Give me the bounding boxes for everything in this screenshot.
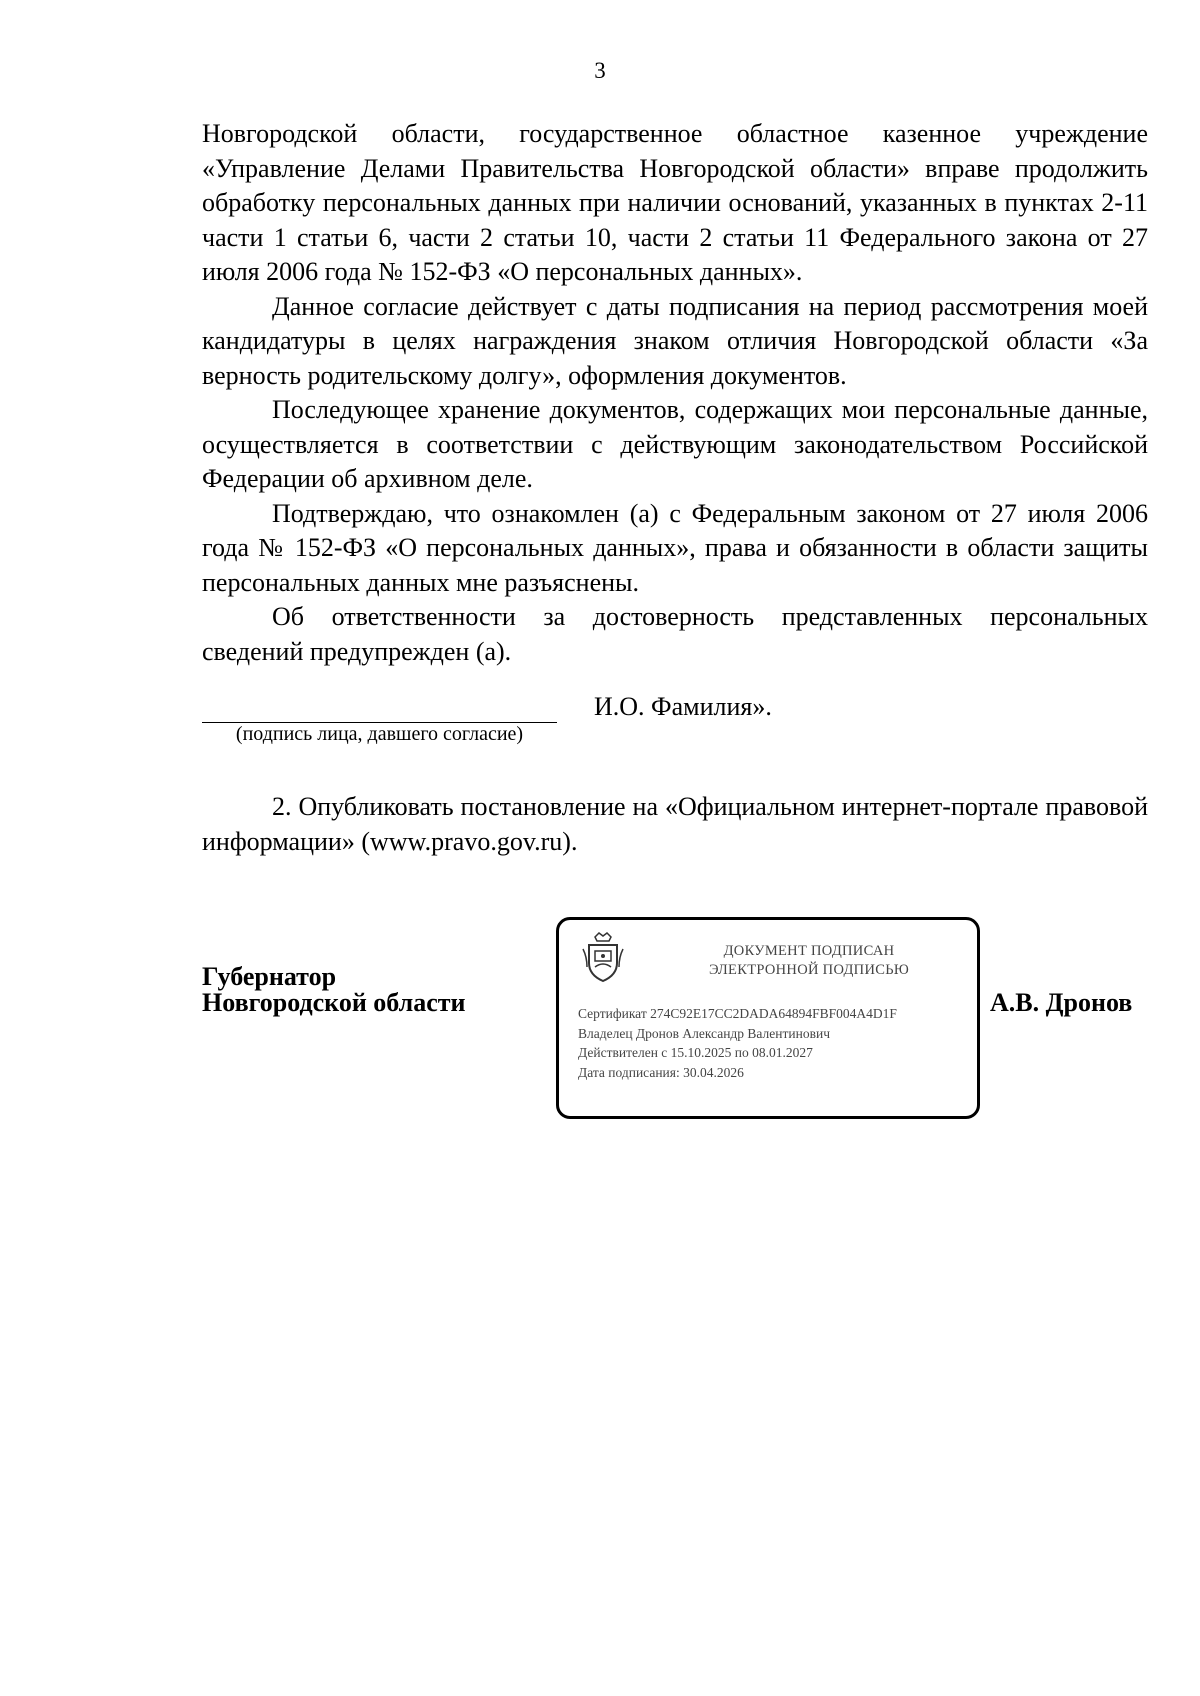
paragraph-responsibility: Об ответственности за достоверность представленных персональных сведений предупрежден (а). xyxy=(202,602,1148,666)
paragraph-storage: Последующее хранение документов, содержащих мои персональные данные, осуществляется в соответствии с действующим законодательством Российской Федерации об архивном деле. xyxy=(202,395,1148,493)
stamp-sign-date: Дата подписания: 30.04.2026 xyxy=(578,1064,744,1080)
governor-title-line2: Новгородской области xyxy=(202,988,466,1017)
stamp-owner: Владелец Дронов Александр Валентинович xyxy=(578,1025,830,1041)
publish-paragraph: 2. Опубликовать постановление на «Официальном интернет-портале правовой информации» (www.pravo.gov.ru). xyxy=(202,792,1148,856)
signature-block xyxy=(202,690,1148,780)
stamp-header-line2: ЭЛЕКТРОННОЙ ПОДПИСЬЮ xyxy=(708,962,910,978)
paragraph-acknowledgement: Подтверждаю, что ознакомлен (а) с Федеральным законом от 27 июля 2006 года № 152-ФЗ «О персональных данных», права и обязанности в области защиты персональных данных мне разъяснены. xyxy=(202,498,1148,597)
stamp-details xyxy=(578,1004,968,1082)
governor-name: А.В. Дронов xyxy=(990,988,1133,1017)
signature-caption: (подпись лица, давшего согласие) xyxy=(235,723,524,745)
stamp-validity: Действителен с 15.10.2025 по 08.01.2027 xyxy=(578,1045,813,1060)
electronic-signature-stamp xyxy=(556,917,980,1119)
paragraph-consent-period: Данное согласие действует с даты подписания на период рассмотрения моей кандидатуры в целях награждения знаком отличия Новгородской области «За верность родительскому долгу», оформления документов. xyxy=(202,291,1148,390)
governor-title-line1: Губернатор xyxy=(202,962,337,991)
document-body xyxy=(202,117,1148,669)
stamp-header-line1: ДОКУМЕНТ ПОДПИСАН xyxy=(723,943,895,959)
paragraph-continuation: Новгородской области, государственное областное казенное учреждение «Управление Делами Правительства Новгородской области» вправе продолжить обработку персональных данных при наличии оснований, указанных в пунктах 2-11 части 1 статьи 6, части 2 статьи 10, части 2 статьи 11 Федерального закона от 27 июля 2006 года № 152-ФЗ «О персональных данных». xyxy=(202,119,1148,286)
signature-name: И.О. Фамилия». xyxy=(594,692,772,721)
stamp-certificate: Сертификат 274C92E17CC2DADA64894FBF004A4D1F xyxy=(578,1006,897,1021)
page-number: 3 xyxy=(594,58,606,83)
stamp-header xyxy=(659,942,959,980)
governor-title xyxy=(202,964,466,1016)
coat-of-arms-icon xyxy=(581,931,625,983)
